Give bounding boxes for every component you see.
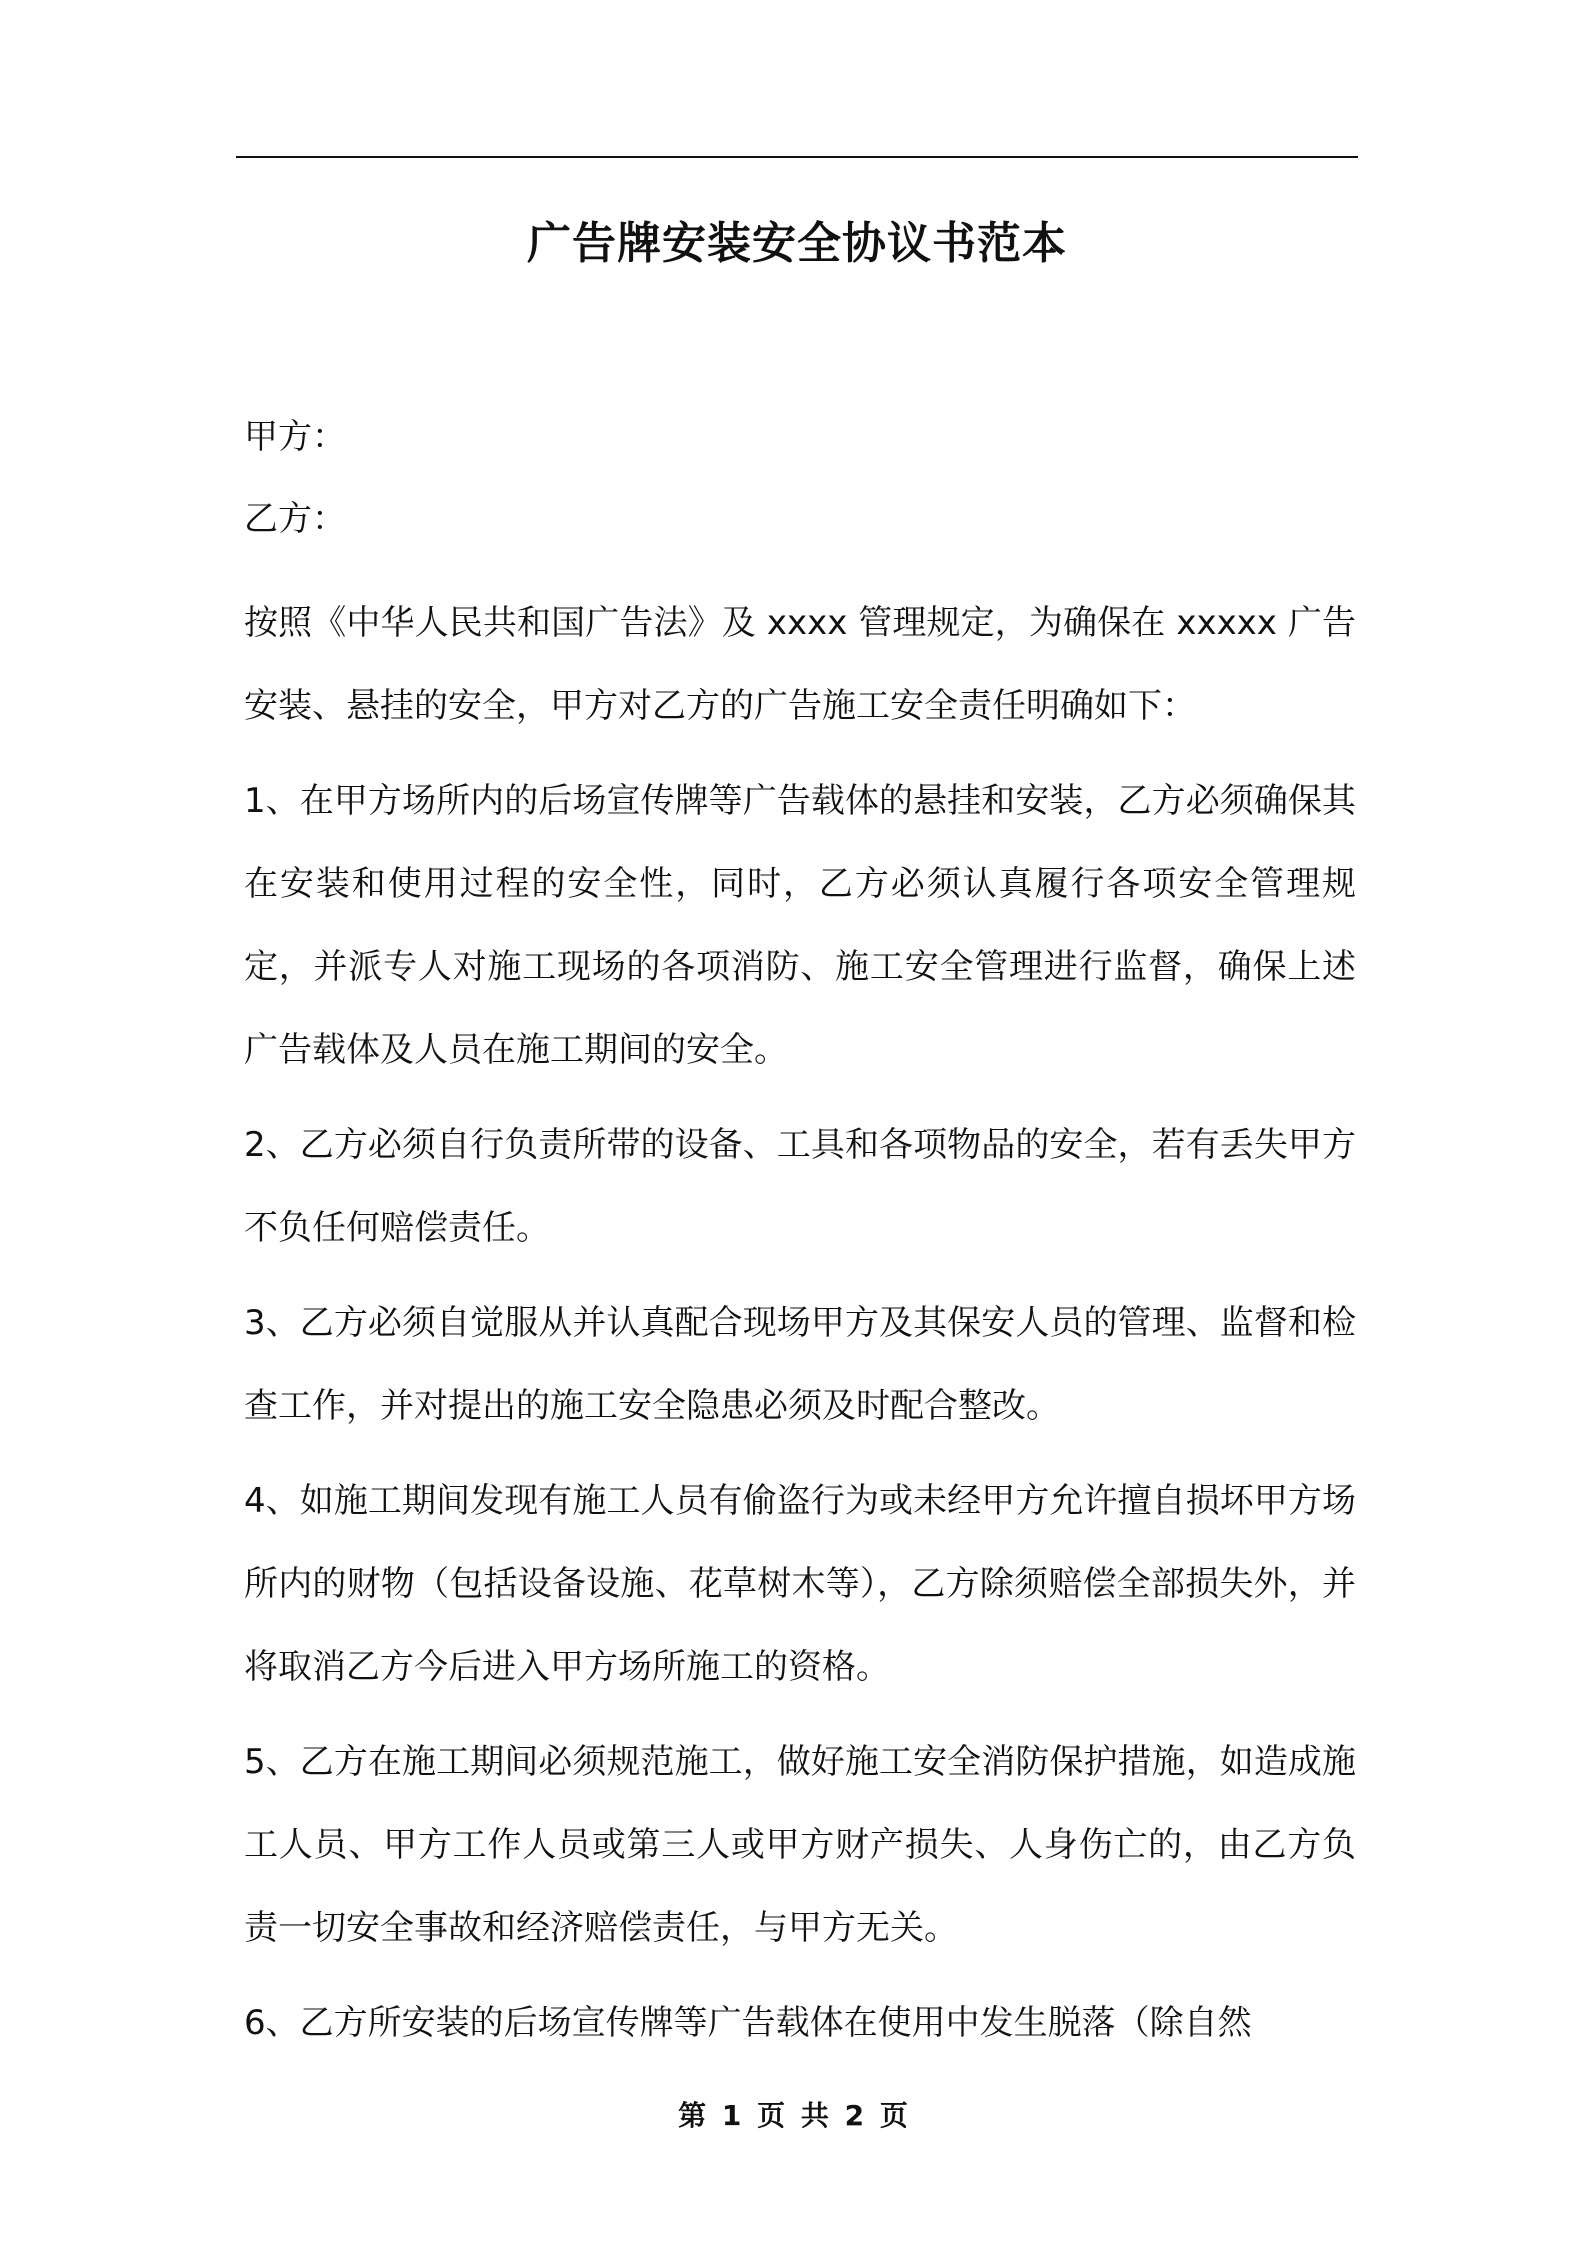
document-body xyxy=(244,582,1356,2077)
clause-3: 3、乙方必须自觉服从并认真配合现场甲方及其保安人员的管理、监督和检查工作，并对提出的施工安全隐患必须及时配合整改。 xyxy=(244,1303,1356,1426)
header-rule xyxy=(236,156,1358,158)
clause-4: 4、如施工期间发现有施工人员有偷盗行为或未经甲方允许擅自损坏甲方场所内的财物（包括设备设施、花草树木等），乙方除须赔偿全部损失外，并将取消乙方今后进入甲方场所施工的资格。 xyxy=(244,1481,1356,1687)
intro-paragraph: 按照《中华人民共和国广告法》及 xxxx 管理规定，为确保在 xxxxx 广告安装、悬挂的安全，甲方对乙方的广告施工安全责任明确如下： xyxy=(244,603,1356,726)
clause-6: 6、乙方所安装的后场宣传牌等广告载体在使用中发生脱落（除自然 xyxy=(244,2003,1252,2043)
party-b-label: 乙方： xyxy=(244,499,346,539)
party-a-label: 甲方： xyxy=(244,417,346,457)
clause-2: 2、乙方必须自行负责所带的设备、工具和各项物品的安全，若有丢失甲方不负任何赔偿责任。 xyxy=(244,1125,1356,1248)
page-number: 第 1 页 共 2 页 xyxy=(678,2099,908,2132)
clause-1: 1、在甲方场所内的后场宣传牌等广告载体的悬挂和安装，乙方必须确保其在安装和使用过程的安全性，同时，乙方必须认真履行各项安全管理规定，并派专人对施工现场的各项消防、施工安全管理进行监督，确保上述广告载体及人员在施工期间的安全。 xyxy=(244,781,1356,1070)
clause-5: 5、乙方在施工期间必须规范施工，做好施工安全消防保护措施，如造成施工人员、甲方工作人员或第三人或甲方财产损失、人身伤亡的，由乙方负责一切安全事故和经济赔偿责任，与甲方无关。 xyxy=(244,1742,1356,1948)
document-title: 广告牌安装安全协议书范本 xyxy=(527,218,1067,269)
